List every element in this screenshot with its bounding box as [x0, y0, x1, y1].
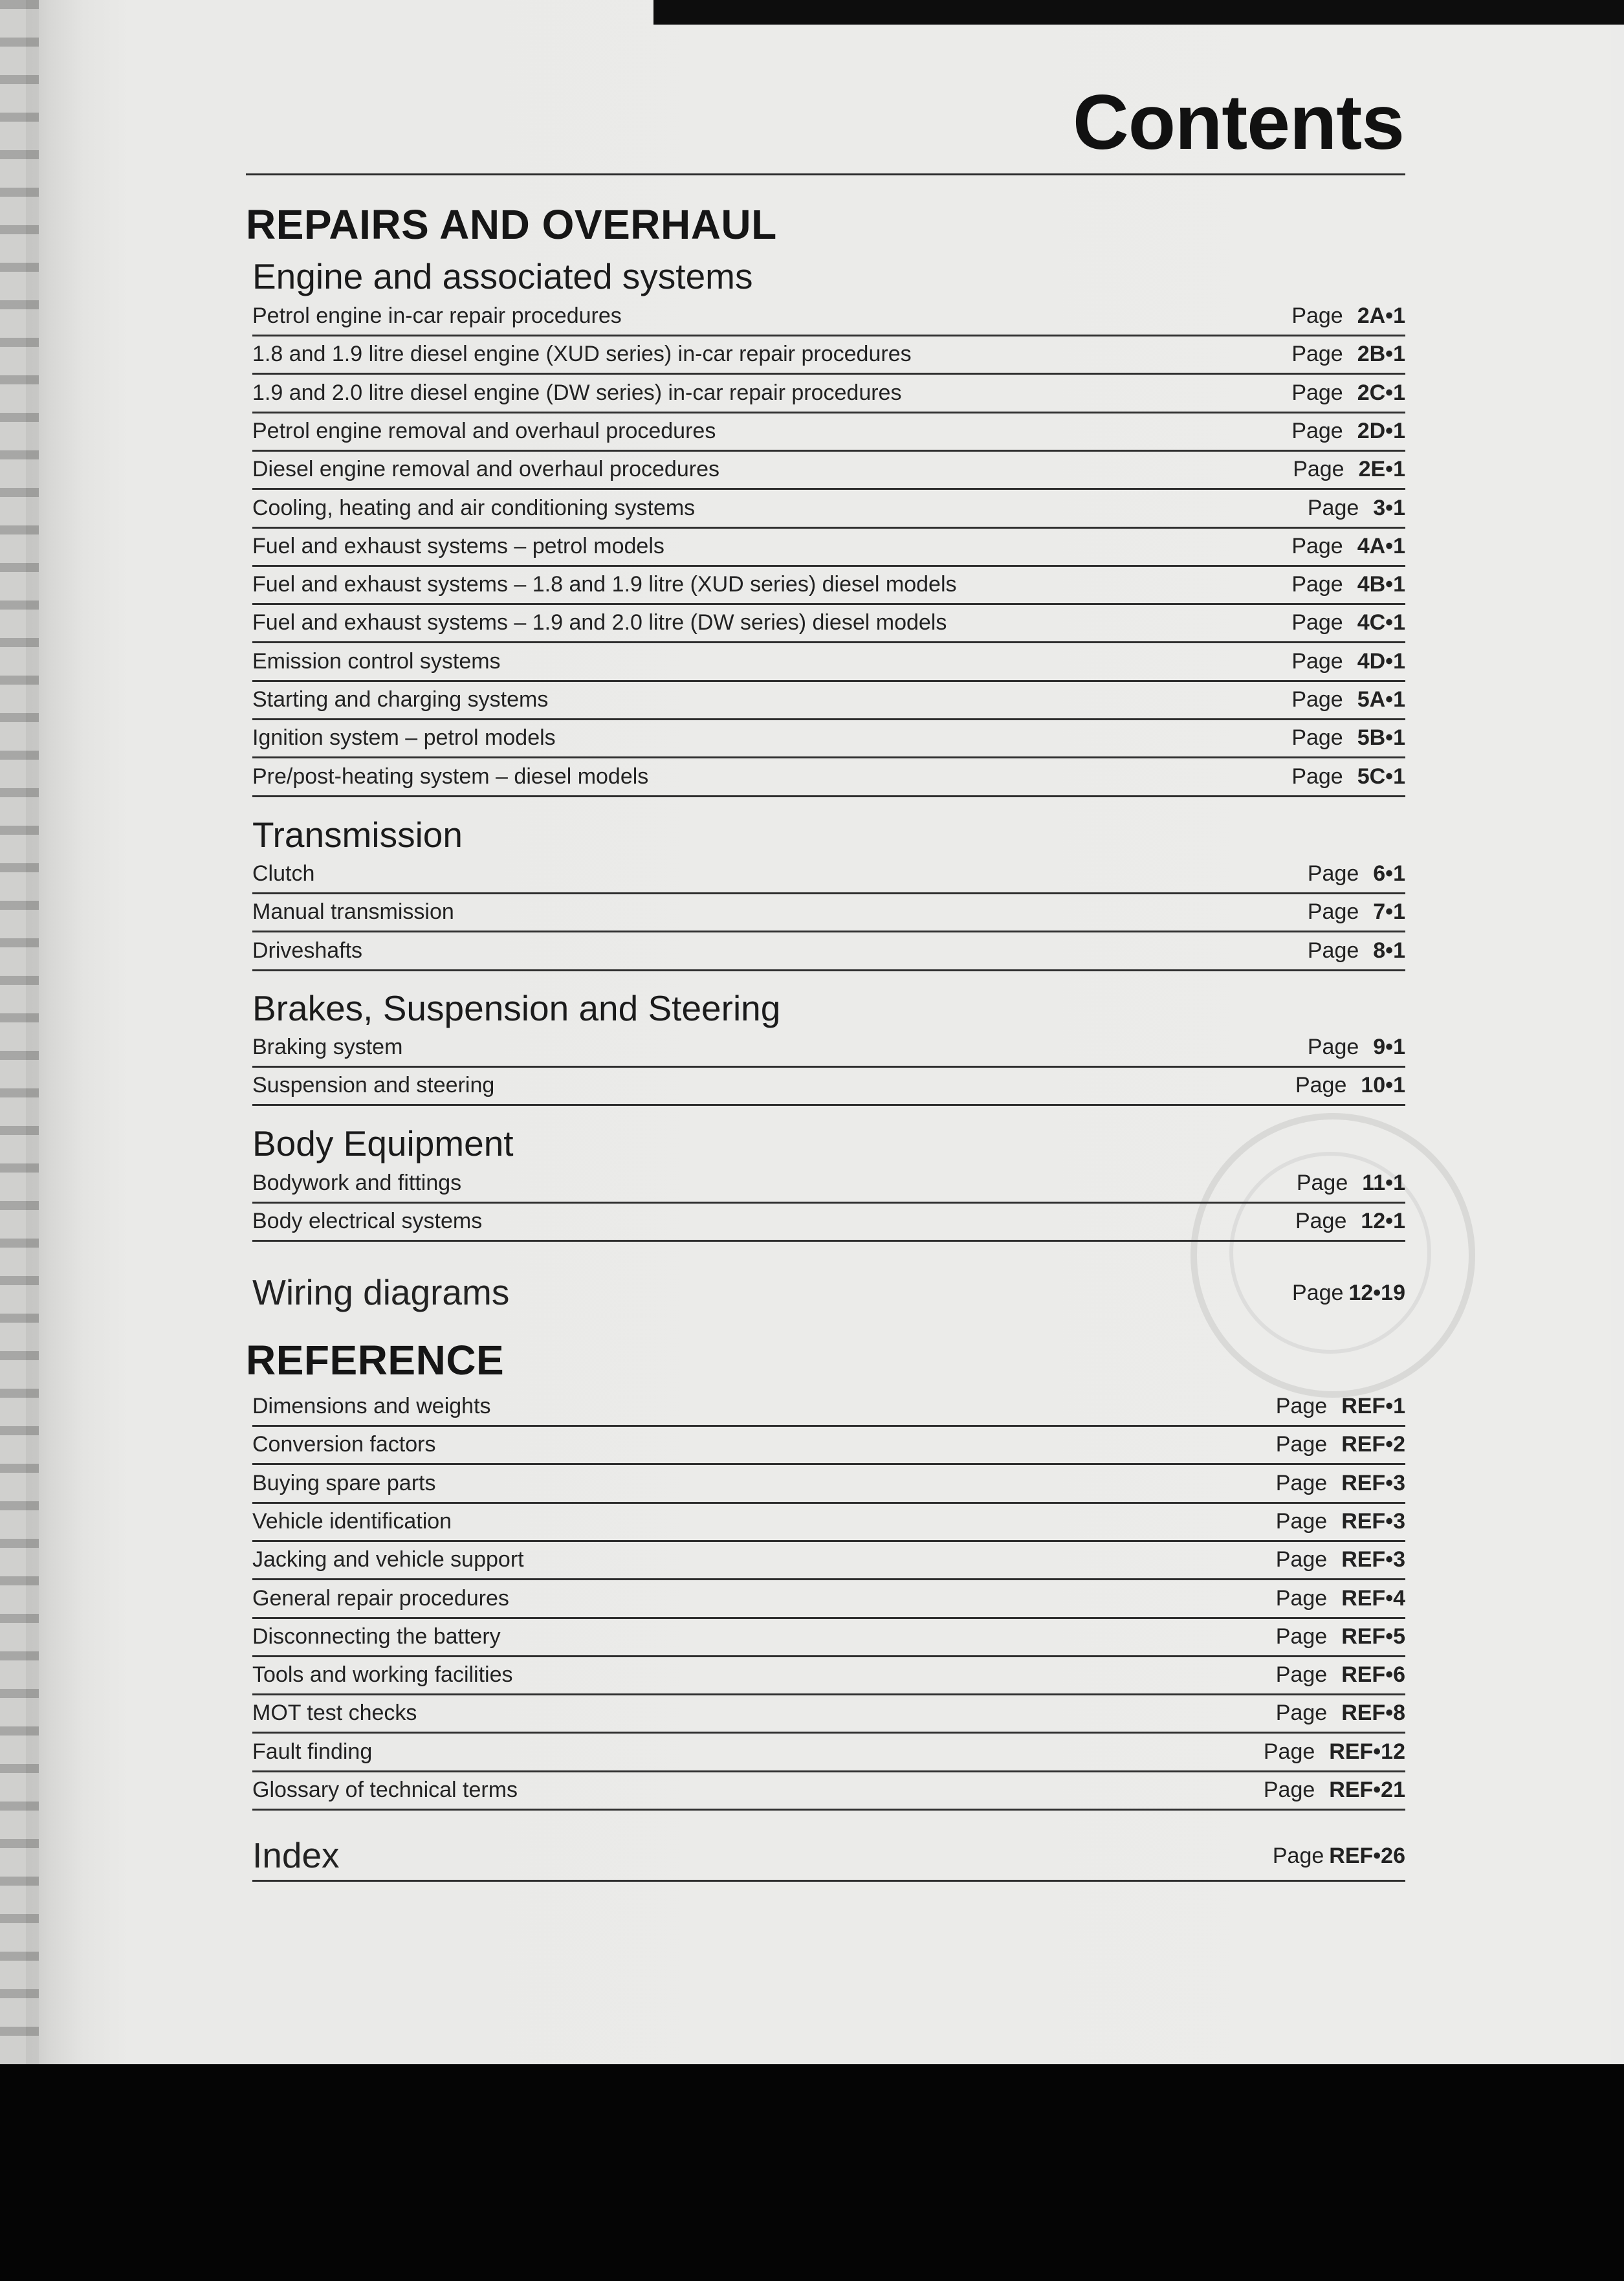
- page-number: REF•5: [1341, 1624, 1405, 1649]
- page-word: Page: [1275, 1508, 1328, 1534]
- entry-page-ref: [1276, 1426, 1405, 1462]
- contents-entry[interactable]: [252, 528, 1405, 567]
- contents-entry[interactable]: [252, 720, 1405, 758]
- contents-entry[interactable]: [252, 855, 1405, 894]
- page-number: REF•26: [1329, 1844, 1405, 1868]
- group-heading-engine: Engine and associated systems: [252, 256, 753, 296]
- entry-label: General repair procedures: [252, 1585, 509, 1611]
- entry-page-ref: [1291, 375, 1405, 411]
- contents-entry[interactable]: [252, 375, 1405, 413]
- entry-page-ref: [1291, 758, 1405, 795]
- entry-page-ref: [1276, 1503, 1405, 1539]
- page-word: Page: [1296, 1171, 1348, 1195]
- entry-label: Diesel engine removal and overhaul procedures: [252, 457, 719, 482]
- entry-label: Fuel and exhaust systems – 1.9 and 2.0 litre (DW series) diesel models: [252, 610, 947, 635]
- page-number: 4A•1: [1357, 533, 1405, 558]
- entry-page-ref: [1276, 1388, 1405, 1424]
- page-word: Page: [1275, 1432, 1328, 1457]
- contents-entry[interactable]: [252, 1465, 1405, 1504]
- page-number: 9•1: [1373, 1035, 1405, 1059]
- page-word: Page: [1291, 342, 1343, 367]
- entry-label: Clutch: [252, 861, 315, 886]
- entry-page-ref: [1308, 894, 1405, 930]
- page-number: 4C•1: [1357, 610, 1405, 635]
- entry-label: Fuel and exhaust systems – 1.8 and 1.9 litre (XUD series) diesel models: [252, 572, 957, 597]
- entry-page-ref: [1292, 1275, 1405, 1311]
- page-number: REF•6: [1341, 1662, 1405, 1688]
- entry-page-ref: [1276, 1541, 1405, 1578]
- title-divider: [246, 173, 1405, 175]
- entry-label: 1.9 and 2.0 litre diesel engine (DW series) in-car repair procedures: [252, 380, 902, 405]
- entry-page-ref: [1291, 681, 1405, 718]
- entry-page-ref: [1276, 1657, 1405, 1693]
- entry-page-ref: [1276, 1618, 1405, 1655]
- page-number: REF•3: [1341, 1547, 1405, 1572]
- page-number: 12•1: [1361, 1209, 1405, 1234]
- page-word: Page: [1295, 1073, 1347, 1098]
- page-number: REF•3: [1341, 1470, 1405, 1495]
- page-number: 2A•1: [1357, 303, 1405, 328]
- page-word: Page: [1307, 938, 1359, 963]
- page-number: 4D•1: [1357, 648, 1405, 674]
- page-word: Page: [1291, 418, 1343, 443]
- group-heading-body: Body Equipment: [252, 1123, 514, 1163]
- page-word: Page: [1307, 861, 1359, 886]
- page-word: Page: [1291, 725, 1343, 751]
- contents-entry[interactable]: [252, 298, 1405, 336]
- scan-top-border: [653, 0, 1624, 25]
- page-word: Page: [1291, 380, 1343, 405]
- page-word: Page: [1291, 610, 1343, 635]
- entry-label: Tools and working facilities: [252, 1662, 513, 1688]
- entry-page-ref: [1264, 1734, 1405, 1770]
- entry-label: Fault finding: [252, 1739, 373, 1764]
- entry-label: Emission control systems: [252, 648, 501, 674]
- page-number: REF•1: [1341, 1394, 1405, 1418]
- page-number: 5C•1: [1357, 764, 1405, 789]
- page-word: Page: [1291, 764, 1343, 789]
- entry-label: Wiring diagrams: [252, 1272, 510, 1312]
- entry-page-ref: [1295, 1067, 1405, 1103]
- contents-entry[interactable]: [252, 681, 1405, 720]
- contents-entry[interactable]: [252, 451, 1405, 490]
- binding-edge: [0, 0, 39, 2064]
- entry-page-ref: [1291, 604, 1405, 641]
- entry-label: Petrol engine removal and overhaul procedures: [252, 418, 716, 443]
- entry-label: Vehicle identification: [252, 1508, 452, 1534]
- entry-label: Dimensions and weights: [252, 1394, 491, 1418]
- page-word: Page: [1263, 1739, 1315, 1764]
- entry-label: MOT test checks: [252, 1701, 417, 1726]
- entry-label: Jacking and vehicle support: [252, 1547, 524, 1572]
- contents-entry[interactable]: [252, 1618, 1405, 1657]
- entry-label: Cooling, heating and air conditioning systems: [252, 495, 696, 520]
- contents-entry[interactable]: [252, 758, 1405, 797]
- contents-entry[interactable]: [252, 336, 1405, 375]
- contents-entry[interactable]: [252, 1203, 1405, 1242]
- entry-page-ref: [1291, 298, 1405, 334]
- contents-entry[interactable]: [252, 1388, 1405, 1427]
- entry-page-ref: [1264, 1772, 1405, 1808]
- entry-page-ref: [1276, 1465, 1405, 1501]
- contents-entry[interactable]: [252, 413, 1405, 452]
- entry-label: Buying spare parts: [252, 1470, 436, 1495]
- page-number: 5A•1: [1357, 687, 1405, 712]
- page-number: 5B•1: [1357, 725, 1405, 751]
- entry-label: Starting and charging systems: [252, 687, 549, 712]
- entry-page-ref: [1293, 451, 1405, 487]
- page-number: 12•19: [1348, 1281, 1405, 1305]
- page-number: 7•1: [1373, 899, 1405, 925]
- contents-entry[interactable]: [252, 932, 1405, 971]
- entry-page-ref: [1291, 720, 1405, 756]
- scan-bottom-border: [0, 2064, 1624, 2281]
- entry-page-ref: [1291, 528, 1405, 564]
- page-word: Page: [1275, 1394, 1328, 1418]
- section-heading-repairs: REPAIRS AND OVERHAUL: [246, 201, 777, 248]
- contents-entry[interactable]: [252, 566, 1405, 605]
- page-number: REF•21: [1329, 1778, 1405, 1802]
- entry-page-ref: [1291, 336, 1405, 372]
- page-word: Page: [1275, 1547, 1328, 1572]
- page-number: 6•1: [1373, 861, 1405, 886]
- page-word: Page: [1292, 1281, 1344, 1305]
- entry-label: Petrol engine in-car repair procedures: [252, 303, 622, 328]
- page-number: 2C•1: [1357, 380, 1405, 405]
- entry-page-ref: [1291, 413, 1405, 449]
- group-heading-transmission: Transmission: [252, 815, 463, 855]
- contents-entry[interactable]: [252, 1695, 1405, 1734]
- contents-entry[interactable]: [252, 490, 1405, 529]
- entry-label: Braking system: [252, 1035, 403, 1059]
- page-number: REF•3: [1341, 1508, 1405, 1534]
- page-word: Page: [1275, 1662, 1328, 1688]
- contents-entry[interactable]: [252, 1067, 1405, 1106]
- section-heading-reference: REFERENCE: [246, 1337, 505, 1383]
- page-number: 3•1: [1373, 495, 1405, 520]
- entry-label: Pre/post-heating system – diesel models: [252, 764, 649, 789]
- page-word: Page: [1307, 1035, 1359, 1059]
- contents-entry[interactable]: [252, 1503, 1405, 1542]
- page-number: REF•2: [1341, 1432, 1405, 1457]
- page-number: REF•4: [1341, 1585, 1405, 1611]
- page-number: 2B•1: [1357, 342, 1405, 367]
- contents-entry[interactable]: [252, 1772, 1405, 1811]
- page-word: Page: [1275, 1470, 1328, 1495]
- contents-entry[interactable]: [252, 604, 1405, 643]
- page-number: 8•1: [1373, 938, 1405, 963]
- page-word: Page: [1275, 1701, 1328, 1726]
- page-number: 2E•1: [1358, 457, 1405, 482]
- contents-entry[interactable]: [252, 1541, 1405, 1580]
- entry-page-ref: [1308, 855, 1405, 892]
- group-heading-brakes: Brakes, Suspension and Steering: [252, 988, 781, 1028]
- entry-label: Ignition system – petrol models: [252, 725, 556, 751]
- page-word: Page: [1307, 495, 1359, 520]
- page-word: Page: [1291, 572, 1343, 597]
- entry-page-ref: [1273, 1838, 1405, 1874]
- page-word: Page: [1291, 533, 1343, 558]
- contents-entry[interactable]: [252, 643, 1405, 682]
- entry-label: Driveshafts: [252, 938, 363, 963]
- page-number: 4B•1: [1357, 572, 1405, 597]
- entry-page-ref: [1295, 1203, 1405, 1239]
- contents-entry[interactable]: [252, 894, 1405, 932]
- contents-entry[interactable]: [252, 1029, 1405, 1068]
- page-word: Page: [1275, 1585, 1328, 1611]
- page-word: Page: [1291, 687, 1343, 712]
- entry-label: Body electrical systems: [252, 1209, 483, 1234]
- page-word: Page: [1293, 457, 1344, 482]
- entry-label: Bodywork and fittings: [252, 1171, 462, 1195]
- page-word: Page: [1291, 303, 1343, 328]
- entry-page-ref: [1308, 932, 1405, 969]
- page-word: Page: [1291, 648, 1343, 674]
- page-word: Page: [1275, 1624, 1328, 1649]
- entry-page-ref: [1276, 1695, 1405, 1731]
- contents-entry[interactable]: [252, 1165, 1405, 1204]
- entry-label: 1.8 and 1.9 litre diesel engine (XUD series) in-car repair procedures: [252, 342, 912, 367]
- entry-label: Index: [252, 1835, 340, 1875]
- entry-label: Glossary of technical terms: [252, 1778, 518, 1802]
- entry-label: Fuel and exhaust systems – petrol models: [252, 533, 664, 558]
- entry-page-ref: [1291, 566, 1405, 602]
- entry-index[interactable]: [252, 1831, 1405, 1882]
- entry-wiring-diagrams[interactable]: [252, 1268, 1405, 1317]
- contents-entry[interactable]: [252, 1734, 1405, 1772]
- page-number: 2D•1: [1357, 418, 1405, 443]
- page-title: Contents: [1073, 79, 1404, 166]
- entry-page-ref: [1297, 1165, 1405, 1201]
- contents-entry[interactable]: [252, 1426, 1405, 1465]
- entry-label: Manual transmission: [252, 899, 454, 925]
- contents-entry[interactable]: [252, 1580, 1405, 1619]
- contents-entry[interactable]: [252, 1657, 1405, 1695]
- page-number: REF•12: [1329, 1739, 1405, 1764]
- page-word: Page: [1295, 1209, 1347, 1234]
- page-word: Page: [1263, 1778, 1315, 1802]
- entry-page-ref: [1276, 1580, 1405, 1616]
- page-number: REF•8: [1341, 1701, 1405, 1726]
- entry-page-ref: [1291, 643, 1405, 679]
- page-word: Page: [1272, 1844, 1324, 1868]
- page-word: Page: [1307, 899, 1359, 925]
- entry-label: Conversion factors: [252, 1432, 436, 1457]
- entry-label: Suspension and steering: [252, 1073, 495, 1098]
- entry-page-ref: [1308, 490, 1405, 526]
- page-number: 11•1: [1362, 1171, 1405, 1195]
- entry-label: Disconnecting the battery: [252, 1624, 501, 1649]
- page-number: 10•1: [1361, 1073, 1405, 1098]
- entry-page-ref: [1308, 1029, 1405, 1065]
